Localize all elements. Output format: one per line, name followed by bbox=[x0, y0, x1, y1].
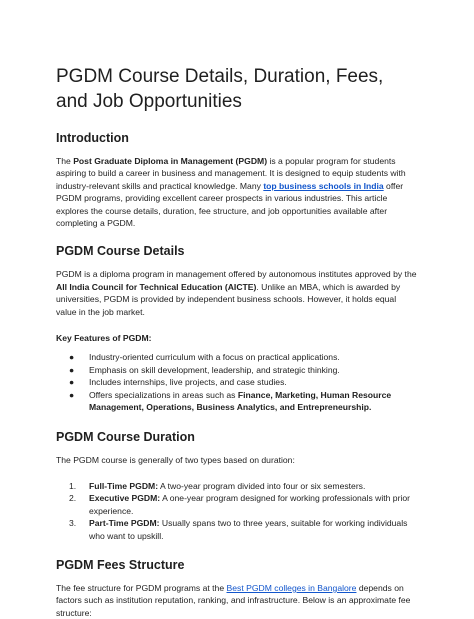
duration-type-text: Usually spans two to three years, suitable for working individuals who want to upskill. bbox=[89, 518, 408, 541]
feature-text: Includes internships, live projects, and case studies. bbox=[89, 377, 287, 388]
list-item bbox=[56, 517, 418, 542]
feature-text-pre: Offers specializations in areas such as bbox=[89, 389, 238, 400]
feature-text: Industry-oriented curriculum with a focus on practical applications. bbox=[89, 352, 340, 363]
bullet-icon: ● bbox=[69, 352, 75, 363]
fees-structure-heading: PGDM Fees Structure bbox=[56, 557, 185, 572]
page-title: PGDM Course Details, Duration, Fees, and Job Opportunities bbox=[56, 66, 384, 112]
fees-text-post: depends on factors such as institution reputation, ranking, and infrastructure. Below is an approximate fee structure: bbox=[56, 582, 411, 618]
fees-text-pre: The fee structure for PGDM programs at the bbox=[56, 582, 227, 593]
best-pgdm-colleges-link[interactable]: Best PGDM colleges in Bangalore bbox=[226, 582, 357, 593]
intro-text-post: offer PGDM programs, providing excellent career prospects in various industries. This article explores the course details, duration, fee structure, and job opportunities available after completing a PGDM. bbox=[56, 180, 404, 229]
key-features-heading: Key Features of PGDM: bbox=[56, 333, 152, 344]
introduction-heading: Introduction bbox=[56, 131, 129, 145]
introduction-paragraph bbox=[56, 155, 418, 229]
duration-type-label: Part-Time PGDM: bbox=[89, 518, 160, 529]
intro-text-pre: The bbox=[56, 156, 74, 166]
list-item bbox=[56, 351, 418, 363]
course-duration-heading: PGDM Course Duration bbox=[56, 429, 195, 444]
list-item bbox=[56, 389, 418, 414]
details-aicte-bold: All India Council for Technical Education (AICTE) bbox=[56, 281, 257, 292]
list-item bbox=[56, 492, 418, 517]
bullet-icon: ● bbox=[69, 377, 75, 388]
fees-structure-paragraph bbox=[56, 582, 418, 619]
list-item bbox=[56, 480, 418, 492]
duration-type-label: Full-Time PGDM: bbox=[89, 480, 159, 491]
list-number: 3. bbox=[69, 518, 77, 529]
course-duration-section bbox=[56, 429, 418, 542]
course-details-section bbox=[56, 243, 418, 413]
bullet-icon: ● bbox=[69, 364, 75, 375]
course-details-heading: PGDM Course Details bbox=[56, 244, 185, 259]
feature-text: Emphasis on skill development, leadership, and strategic thinking. bbox=[89, 364, 340, 375]
list-number: 1. bbox=[69, 480, 77, 491]
details-text-pre: PGDM is a diploma program in management offered by autonomous institutes approved by the bbox=[56, 269, 417, 280]
intro-pgdm-bold: Post Graduate Diploma in Management (PGDM) bbox=[73, 156, 268, 166]
course-details-paragraph bbox=[56, 268, 418, 318]
list-item bbox=[56, 376, 418, 388]
duration-types-list bbox=[56, 480, 418, 542]
key-features-list bbox=[56, 351, 418, 413]
duration-type-text: A one-year program designed for working professionals with prior experience. bbox=[89, 493, 410, 516]
introduction-section bbox=[56, 130, 418, 229]
intro-text-mid: is a popular program for students aspiring to build a career in business and management. It is designed to equip students with industry-relevant skills and practical knowledge. Many bbox=[56, 156, 406, 191]
fees-structure-section bbox=[56, 557, 418, 619]
top-business-schools-link[interactable]: top business schools in India bbox=[263, 180, 384, 191]
specializations-bold: Finance, Marketing, Human Resource Management, Operations, Business Analytics, and Entrepreneurship. bbox=[89, 389, 392, 413]
course-duration-intro: The PGDM course is generally of two types based on duration: bbox=[56, 454, 295, 465]
list-number: 2. bbox=[69, 493, 77, 504]
list-item bbox=[56, 364, 418, 376]
bullet-icon: ● bbox=[69, 389, 75, 400]
details-text-post: . Unlike an MBA, which is awarded by universities, PGDM is provided by independent business schools. However, it holds equal value in the job market. bbox=[56, 281, 401, 317]
duration-type-label: Executive PGDM: bbox=[89, 493, 161, 504]
duration-type-text: A two-year program divided into four or six semesters. bbox=[158, 480, 366, 491]
